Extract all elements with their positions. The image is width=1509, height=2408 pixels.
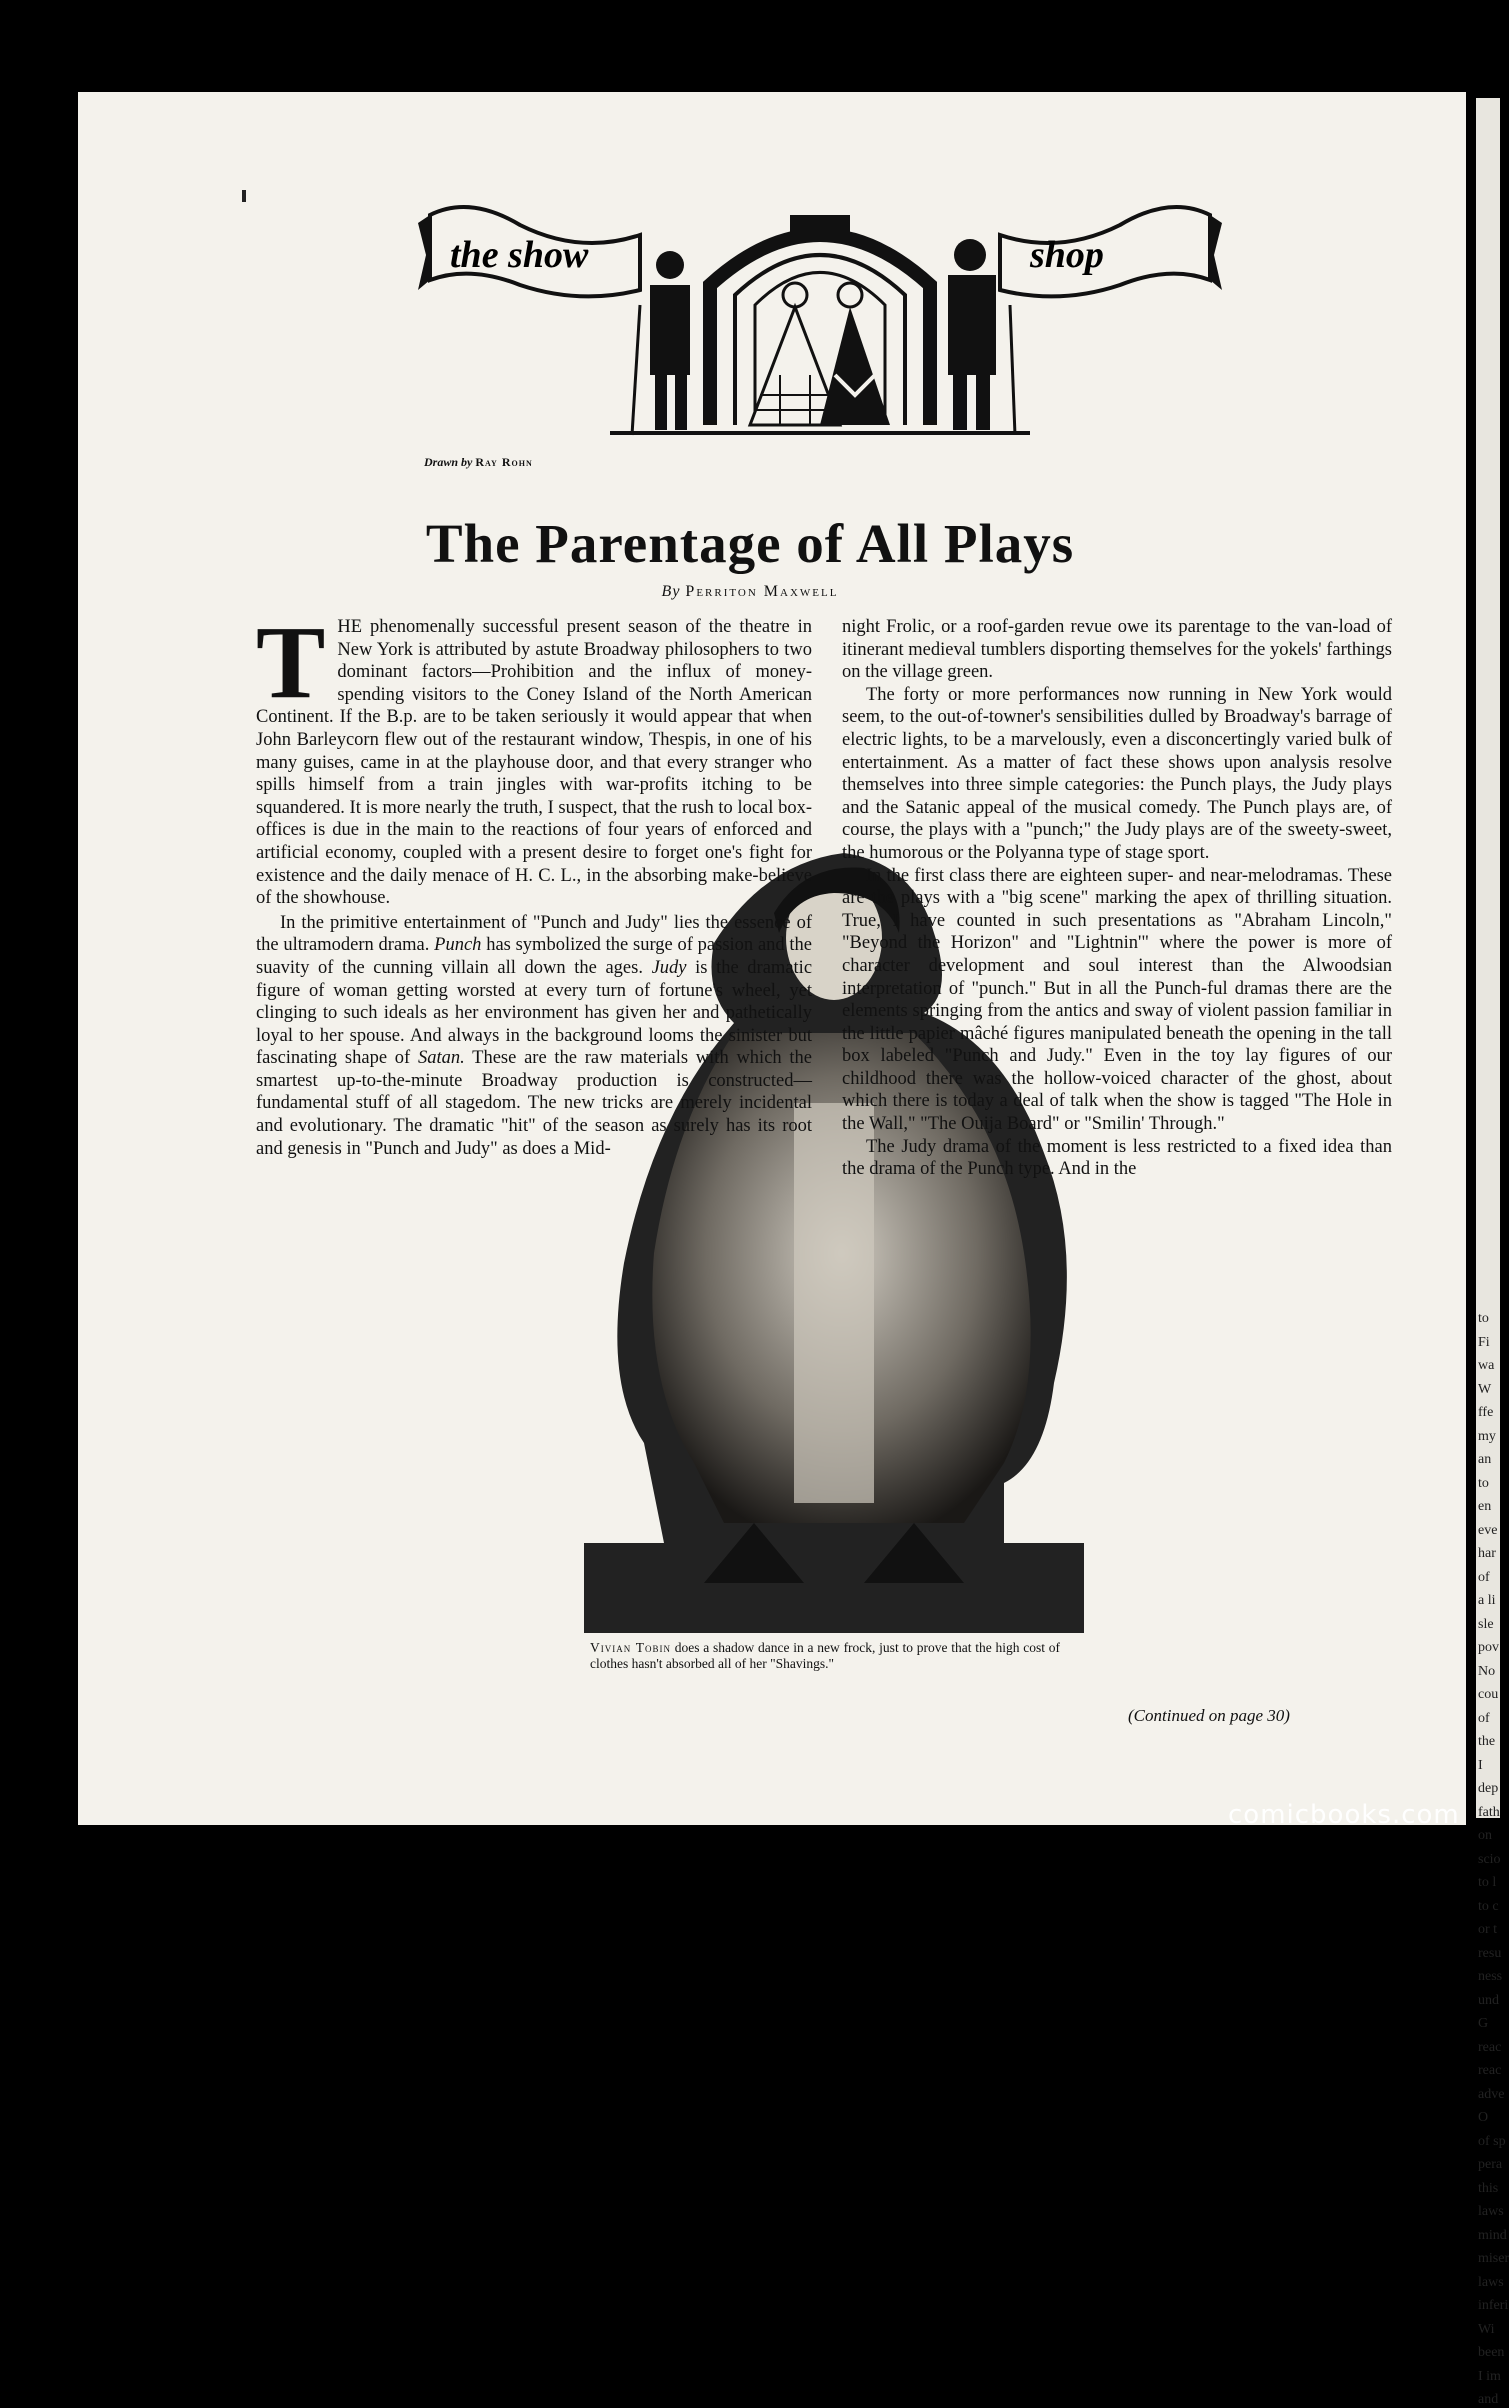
adjacent-page-fragment: of sp bbox=[1478, 2133, 1506, 2149]
adjacent-page-fragment: miser bbox=[1478, 2251, 1509, 2266]
article-title: The Parentage of All Plays bbox=[425, 513, 1075, 574]
credit-prefix: Drawn by bbox=[424, 455, 473, 469]
adjacent-page-fragment: on bbox=[1478, 1828, 1492, 1843]
caption-text: does a shadow dance in a new frock, just to prove that the high cost of clothes hasn't absorbed all of her "Shavings." bbox=[590, 1640, 1060, 1671]
banner-right-text: shop bbox=[1030, 234, 1104, 276]
paragraph-2-part-b: has symbolized the surge of passion and the suavity of the cunning villain all down the ages. bbox=[256, 935, 813, 978]
adjacent-page-fragment: a li bbox=[1478, 1593, 1496, 1608]
paragraph-2-satan: Satan. bbox=[417, 1048, 465, 1069]
adjacent-page-fragment: Fi bbox=[1478, 1334, 1490, 1350]
adjacent-page-edge bbox=[1476, 98, 1509, 2407]
adjacent-page-fragment: and bbox=[1478, 2392, 1499, 2407]
adjacent-page-fragment: scio bbox=[1478, 1851, 1501, 1867]
adjacent-page-fragment: I bbox=[1478, 1757, 1483, 1773]
adjacent-page-fragment: of bbox=[1478, 1710, 1490, 1726]
article-paragraph-5: In the first class there are eighteen super- and near-melodramas. These are the plays with a "big scene" marking the apex of thrilling situation. True, I have counted in such presentations as "Abraham Lincoln," "Beyond the Horizon" and "Lightnin'" where the power is more of character development and soul interest than the Alwoodsian interpretation of "punch." But in all the Punch-ful dramas there are the elements springing from the antics and sway of violent passion familiar in the little papier mâché figures manipulated beneath the opening in the tall box labeled "Punch and Judy." Even in the toy lay figures of our childhood there was the hollow-voiced character of the ghost, about which there is today a deal of talk when the show is tagged "The Hole in the Wall," "The Ouija Board" or "Smilin' Through." bbox=[842, 865, 1392, 1135]
adjacent-page-fragment: reac bbox=[1478, 2063, 1502, 2078]
paragraph-2-part-a: In the primitive entertainment of "Punch and Judy" lies the essence of the ultramodern drama. bbox=[256, 912, 812, 956]
article-paragraph-1: HE phenomenally successful present season of the theatre in New York is attributed by astute Broadway philosophers to two dominant factors—Prohibition and the influx of money-spending visitors to the Coney Island of the North American Continent. If the B.p. are to be taken seriously it would appear that when John Barleycorn flew out of the restaurant window, Thespis, in one of his many guises, came in at the playhouse door, and that every stranger who spills himself from a train jingles with war-profits itching to be squandered. It is more nearly the truth, I suspect, that the rush to local box-offices is due in the main to the reactions of four years of enforced and artificial economy, coupled with a present desire to forget one's fight for existence and the daily menace of H. C. L., in the absorbing make-believe of the showhouse. bbox=[256, 617, 812, 909]
adjacent-page-fragment: to bbox=[1478, 1311, 1489, 1326]
adjacent-page-fragment: mind bbox=[1478, 2227, 1507, 2243]
byline bbox=[0, 583, 1500, 601]
adjacent-page-fragment: wa bbox=[1478, 1358, 1495, 1373]
article-column-right bbox=[842, 616, 1392, 1181]
adjacent-page-fragment: Wi bbox=[1478, 2321, 1495, 2337]
adjacent-page-fragment: laws bbox=[1478, 2204, 1504, 2219]
adjacent-page-fragment: dep bbox=[1478, 1781, 1499, 1796]
adjacent-page-fragment: an bbox=[1478, 1452, 1492, 1467]
adjacent-page-fragment: eve bbox=[1478, 1522, 1498, 1538]
adjacent-page-fragment: I im bbox=[1478, 2368, 1501, 2384]
adjacent-page-fragment: sle bbox=[1478, 1616, 1494, 1632]
paragraph-2-part-c: is the dramatic figure of woman getting worsted at every turn of fortune's wheel, yet clinging to such ideals as her environment has given her and pathetically loyal to her spouse. And always in the background looms the sinister but fascinating shape of bbox=[256, 957, 813, 1069]
adjacent-page-fragment: pera bbox=[1478, 2157, 1503, 2172]
paragraph-2-part-d: These are the raw materials with which the smartest up-to-the-minute Broadway production is constructed—fundamental stuff of all stagedom. The new tricks are merely incidental and evolutionary. The dramatic "hit" of the season as surely has its root and genesis in "Punch and Judy" as does a Mid- bbox=[256, 1048, 813, 1159]
article-paragraph-2 bbox=[256, 912, 812, 1161]
adjacent-page-fragment: fath bbox=[1478, 1804, 1500, 1820]
adjacent-page-fragment: this bbox=[1478, 2180, 1499, 2196]
adjacent-page-fragment: O bbox=[1478, 2110, 1489, 2125]
adjacent-page-fragment: to l bbox=[1478, 1875, 1497, 1890]
adjacent-page-fragment: inferi bbox=[1478, 2298, 1509, 2313]
credit-artist: Ray Rohn bbox=[475, 455, 533, 469]
caption-name: Vivian Tobin bbox=[590, 1640, 672, 1655]
banner-left-text: the show bbox=[450, 234, 589, 276]
adjacent-page-fragment: to c bbox=[1478, 1898, 1499, 1914]
drop-cap: T bbox=[256, 605, 326, 720]
adjacent-page-fragment: No bbox=[1478, 1663, 1496, 1679]
illustration-credit bbox=[424, 455, 533, 470]
adjacent-page-fragment: resu bbox=[1478, 1945, 1502, 1961]
adjacent-page-fragment: ness bbox=[1478, 1969, 1503, 1984]
adjacent-page-fragment: cou bbox=[1478, 1687, 1499, 1702]
adjacent-page-fragment: my bbox=[1478, 1428, 1496, 1444]
article-column-left bbox=[256, 605, 813, 1160]
byline-author: Perriton Maxwell bbox=[685, 583, 839, 600]
adjacent-page-fragment: adve bbox=[1478, 2086, 1505, 2102]
adjacent-page-fragment: W bbox=[1478, 1381, 1492, 1397]
adjacent-page-fragment: pov bbox=[1478, 1640, 1499, 1655]
paragraph-2-judy: Judy bbox=[651, 957, 687, 978]
adjacent-page-fragment: har bbox=[1478, 1546, 1496, 1561]
article-paragraph-6: The Judy drama of the moment is less restricted to a fixed idea than the drama of the Punch type. And in the bbox=[842, 1136, 1392, 1180]
adjacent-page-fragment: the bbox=[1478, 1734, 1496, 1749]
adjacent-page-fragment: ffe bbox=[1478, 1405, 1494, 1420]
adjacent-page-fragment: or t bbox=[1478, 1922, 1498, 1937]
adjacent-page-fragment: laws bbox=[1478, 2274, 1504, 2290]
adjacent-page-fragment: of bbox=[1478, 1569, 1490, 1585]
adjacent-page-fragment: G bbox=[1478, 2016, 1489, 2031]
paragraph-2-punch: Punch bbox=[434, 935, 482, 956]
margin-mark bbox=[242, 190, 246, 202]
adjacent-page-fragment: to bbox=[1478, 1475, 1489, 1491]
adjacent-page-fragment: en bbox=[1478, 1499, 1492, 1514]
article-paragraph-3: night Frolic, or a roof-garden revue owe its parentage to the van-load of itinerant medieval tumblers disporting themselves for the yokels' farthings on the village green. bbox=[842, 617, 1392, 683]
article-paragraph-4: The forty or more performances now running in New York would seem, to the out-of-towner's sensibilities dulled by Broadway's barrage of electric lights, to be a marvelously, even a disconcertingly varied bulk of entertainment. As a matter of fact these shows upon analysis resolve themselves into three simple categories: the Punch plays, the Judy plays and the Satanic appeal of the musical comedy. The Punch plays are, of course, the plays with a "punch;" the Judy plays are of the sweety-sweet, the humorous or the Polyanna type of stage sport. bbox=[842, 684, 1392, 863]
adjacent-page-fragment: been bbox=[1478, 2345, 1505, 2360]
watermark: comicbooks.com bbox=[1228, 1800, 1460, 1830]
byline-prefix: By bbox=[661, 583, 681, 600]
adjacent-page-fragment: reac bbox=[1478, 2039, 1502, 2055]
continued-note: (Continued on page 30) bbox=[1128, 1706, 1290, 1725]
adjacent-page-fragment: und bbox=[1478, 1992, 1499, 2008]
show-shop-banner-illustration bbox=[410, 195, 1230, 455]
photo-caption bbox=[590, 1640, 1060, 1672]
